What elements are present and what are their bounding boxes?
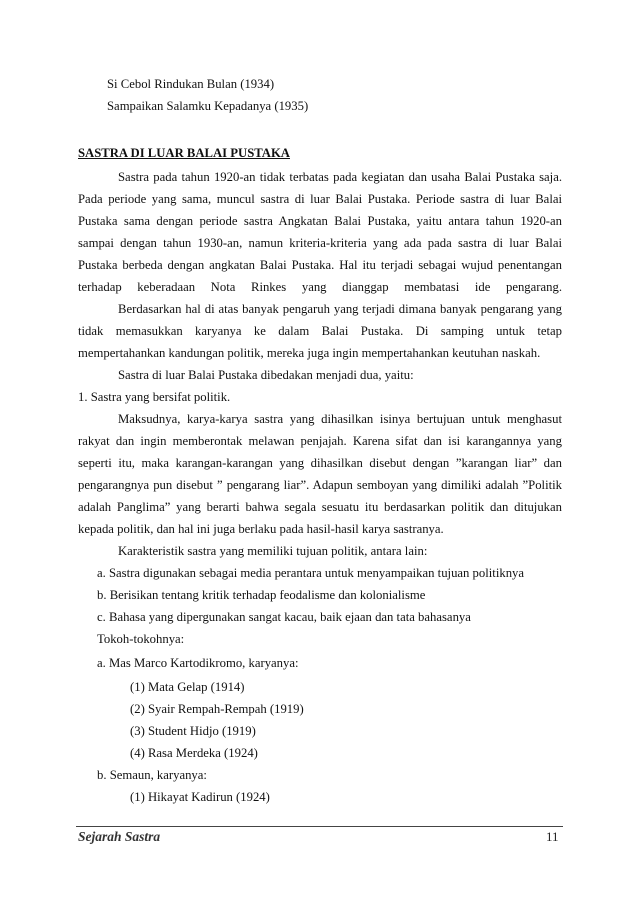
paragraph-line: pengarangnya pun disebut ” pengarang liar”. Adapun semboyan yang dimiliki adalah ”Politik [78, 478, 562, 492]
list-item: b. Berisikan tentang kritik terhadap feodalisme dan kolonialisme [97, 588, 426, 602]
list-item: c. Bahasa yang dipergunakan sangat kacau, baik ejaan dan tata bahasanya [97, 610, 471, 624]
paragraph-line: Pada periode yang sama, muncul sastra di luar Balai Pustaka. Periode sastra di luar Balai [78, 192, 562, 206]
work-item: (3) Student Hidjo (1919) [130, 724, 256, 738]
numbered-item: 1. Sastra yang bersifat politik. [78, 390, 231, 404]
paragraph-line: Karakteristik sastra yang memiliki tujuan politik, antara lain: [118, 544, 428, 558]
paragraph-line: adalah Panglima” yang berarti bahwa segala sesuatu itu berdasarkan politik dan ditujukan [78, 500, 562, 514]
list-item: Si Cebol Rindukan Bulan (1934) [107, 77, 275, 91]
paragraph-line: rakyat dan ingin memberontak melawan penjajah. Karena sifat dan isi karangannya yang [78, 434, 562, 448]
list-item: Sampaikan Salamku Kepadanya (1935) [107, 99, 309, 113]
paragraph-line: Pustaka sama dengan periode sastra Angkatan Balai Pustaka, yaitu antara tahun 1920-an [78, 214, 562, 228]
paragraph-line: Maksudnya, karya-karya sastra yang dihasilkan isinya bertujuan untuk menghasut [118, 412, 562, 426]
section-title: SASTRA DI LUAR BALAI PUSTAKA [78, 146, 290, 160]
footer-book-title: Sejarah Sastra [78, 829, 161, 844]
paragraph-line: tidak memasukkan karyanya ke dalam Balai Pustaka. Di samping untuk tetap [78, 324, 562, 338]
author-item: a. Mas Marco Kartodikromo, karyanya: [97, 656, 299, 670]
list-item: a. Sastra digunakan sebagai media perantara untuk menyampaikan tujuan politiknya [97, 566, 525, 580]
paragraph-line: Berdasarkan hal di atas banyak pengaruh yang terjadi dimana banyak pengarang yang [118, 302, 562, 316]
paragraph-line: kepada politik, dan hal ini juga berlaku pada hasil-hasil karya sastranya. [78, 522, 444, 536]
footer-divider [76, 826, 563, 827]
work-item: (1) Mata Gelap (1914) [130, 680, 245, 694]
paragraph-line: Sastra di luar Balai Pustaka dibedakan menjadi dua, yaitu: [118, 368, 414, 382]
paragraph-line: Pustaka berbeda dengan angkatan Balai Pustaka. Hal itu terjadi sebagai wujud penentangan [78, 258, 562, 272]
tokoh-heading: Tokoh-tokohnya: [97, 632, 185, 646]
paragraph-line: mempertahankan kandungan politik, mereka juga ingin mempertahankan keutuhan naskah. [78, 346, 541, 360]
paragraph-line: sampai dengan tahun 1930-an, namun kriteria-kriteria yang ada pada sastra di luar Balai [78, 236, 562, 250]
work-item: (4) Rasa Merdeka (1924) [130, 746, 258, 760]
author-item: b. Semaun, karyanya: [97, 768, 207, 782]
paragraph-line: Sastra pada tahun 1920-an tidak terbatas pada kegiatan dan usaha Balai Pustaka saja. [118, 170, 562, 184]
page-number: 11 [546, 829, 559, 844]
work-item: (1) Hikayat Kadirun (1924) [130, 790, 270, 804]
paragraph-line: terhadap keberadaan Nota Rinkes yang dianggap membatasi ide pengarang. [78, 280, 562, 294]
work-item: (2) Syair Rempah-Rempah (1919) [130, 702, 304, 716]
paragraph-line: seperti itu, maka karangan-karangan yang dihasilkan disebut dengan ”karangan liar” dan [78, 456, 562, 470]
